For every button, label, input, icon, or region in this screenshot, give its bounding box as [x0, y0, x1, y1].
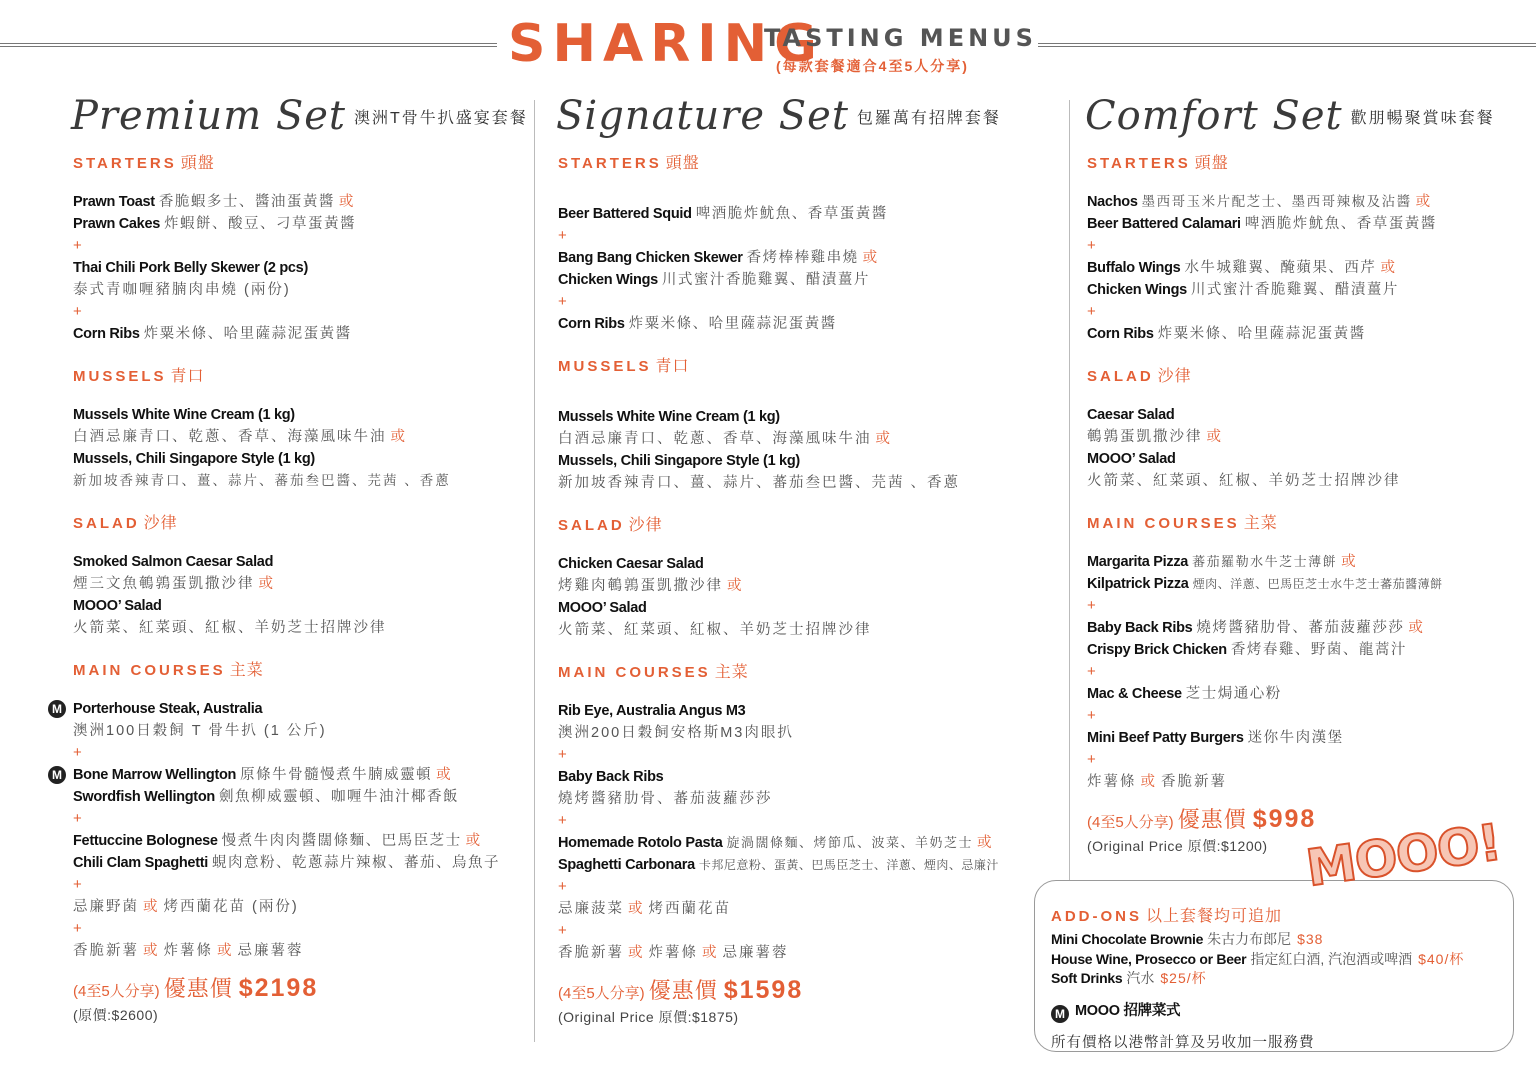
menu-item: M Bone Marrow Wellington 原條牛骨髓慢煮牛腩威靈頓 或: [73, 764, 523, 786]
original-price: (Original Price 原價:$1875): [558, 1009, 739, 1025]
set-title: [71, 88, 528, 144]
menu-item: Buffalo Wings 水牛城雞翼、醃蘋果、西芹 或: [1087, 260, 1395, 276]
plus-separator: +: [1087, 597, 1096, 614]
section-heading-salad: SALAD 沙律: [73, 515, 178, 532]
menu-item: Chicken Caesar Salad: [558, 556, 704, 572]
menu-item: M Porterhouse Steak, Australia: [73, 698, 523, 720]
menu-item-zh: 火箭菜、紅菜頭、紅椒、羊奶芝士招牌沙律: [1087, 473, 1401, 489]
section-heading-salad: SALAD 沙律: [558, 517, 663, 534]
menu-item: Chili Clam Spaghetti 蜆肉意粉、乾蔥蒜片辣椒、蕃茄、烏魚子: [73, 855, 500, 871]
plus-separator: +: [73, 920, 82, 937]
menu-item-zh: 香脆新薯 或 炸薯條 或 忌廉薯蓉: [73, 943, 304, 959]
set-title-script: Signature Set: [556, 93, 849, 139]
original-price: (Original Price 原價:$1200): [1087, 838, 1268, 854]
menu-item-zh: 忌廉野菌 或 烤西蘭花苗 (兩份): [73, 899, 299, 915]
header-rule-right: [1038, 43, 1536, 47]
set-title-script: Comfort Set: [1085, 93, 1343, 139]
menu-item-zh: 火箭菜、紅菜頭、紅椒、羊奶芝士招牌沙律: [73, 620, 387, 636]
mooo-logo: MOOO!: [1302, 813, 1505, 898]
plus-separator: +: [73, 237, 82, 254]
menu-item: Crispy Brick Chicken 香烤春雞、野菌、龍蒿汁: [1087, 642, 1407, 658]
section-heading-main-courses: MAIN COURSES 主菜: [558, 664, 749, 681]
menu-item: MOOO’ Salad: [1087, 451, 1176, 467]
menu-item: Beer Battered Calamari 啤酒脆炸魷魚、香草蛋黃醬: [1087, 216, 1437, 232]
menu-item: Bang Bang Chicken Skewer 香烤棒棒雞串燒 或: [558, 250, 878, 266]
add-on-item: Mini Chocolate Brownie 朱古力布郎尼 $38: [1051, 931, 1324, 947]
menu-item-zh: 澳洲100日穀飼 T 骨牛扒 (1 公斤): [73, 723, 327, 739]
plus-separator: +: [73, 810, 82, 827]
set-price: (4至5人分享) 優惠價 $998: [1087, 805, 1317, 833]
set-price: (4至5人分享) 優惠價 $2198: [73, 974, 319, 1002]
menu-item: Corn Ribs 炸粟米條、哈里薩蒜泥蛋黃醬: [558, 316, 837, 332]
menu-item: Corn Ribs 炸粟米條、哈里薩蒜泥蛋黃醬: [1087, 326, 1366, 342]
header-rule-left: [0, 43, 497, 47]
menu-item-zh: 燒烤醬豬肋骨、蕃茄菠蘿莎莎: [558, 791, 773, 807]
section-heading-starters: STARTERS 頭盤: [73, 155, 215, 172]
set-title-zh: 包羅萬有招牌套餐: [856, 110, 1001, 127]
column-divider: [534, 100, 535, 1042]
plus-separator: +: [1087, 707, 1096, 724]
service-charge-note: 所有價格以港幣計算及另收加一服務費: [1051, 1034, 1315, 1051]
menu-item-zh: 烤雞肉鵪鶉蛋凱撒沙律 或: [558, 578, 742, 594]
menu-item: Swordfish Wellington 劍魚柳威靈頓、咖喱牛油汁椰香飯: [73, 789, 459, 805]
set-price: (4至5人分享) 優惠價 $1598: [558, 976, 804, 1004]
menu-item-zh: 泰式青咖喱豬腩肉串燒 (兩份): [73, 282, 291, 298]
plus-separator: +: [558, 812, 567, 829]
mooo-signature-icon: M: [48, 766, 66, 784]
plus-separator: +: [1087, 751, 1096, 768]
menu-item: Chicken Wings 川式蜜汁香脆雞翼、醋漬薑片: [558, 272, 870, 288]
menu-item: Homemade Rotolo Pasta 旋渦闊條麵、烤節瓜、波菜、羊奶芝士 或: [558, 835, 992, 851]
plus-separator: +: [558, 922, 567, 939]
signature-set-column: [558, 88, 1063, 1027]
menu-item-zh: 炸薯條 或 香脆新薯: [1087, 774, 1227, 790]
plus-separator: +: [1087, 663, 1096, 680]
menu-item-zh: 香脆新薯 或 炸薯條 或 忌廉薯蓉: [558, 945, 789, 961]
menu-item: Mussels, Chili Singapore Style (1 kg): [73, 451, 315, 467]
menu-item-zh: 澳洲200日穀飼安格斯M3肉眼扒: [558, 725, 794, 741]
plus-separator: +: [558, 878, 567, 895]
menu-item: Mussels White Wine Cream (1 kg): [558, 409, 780, 425]
menu-item: Mussels, Chili Singapore Style (1 kg): [558, 453, 800, 469]
column-divider: [1069, 100, 1070, 880]
menu-item-zh: 忌廉菠菜 或 烤西蘭花苗: [558, 901, 731, 917]
premium-set-column: [52, 88, 528, 1025]
menu-item: Mini Beef Patty Burgers 迷你牛肉漢堡: [1087, 730, 1344, 746]
section-heading-mussels: MUSSELS 青口: [558, 358, 690, 375]
menu-item: Baby Back Ribs: [558, 769, 664, 785]
mooo-signature-icon: M: [48, 700, 66, 718]
plus-separator: +: [1087, 303, 1096, 320]
menu-item: Caesar Salad: [1087, 407, 1175, 423]
menu-item: Chicken Wings 川式蜜汁香脆雞翼、醋漬薑片: [1087, 282, 1399, 298]
set-title-zh: 歡朋暢聚賞味套餐: [1350, 110, 1495, 127]
plus-separator: +: [73, 744, 82, 761]
set-title-script: Premium Set: [71, 93, 346, 139]
menu-item: MOOO’ Salad: [73, 598, 162, 614]
serving-note: (每款套餐適合4至5人分享): [776, 58, 969, 74]
plus-separator: +: [558, 227, 567, 244]
menu-item-zh: 新加坡香辣青口、薑、蒜片、蕃茄叁巴醬、芫茜 、香蔥: [558, 475, 961, 491]
plus-separator: +: [73, 303, 82, 320]
add-on-item: House Wine, Prosecco or Beer 指定紅白酒, 汽泡酒或啤酒 $40/杯: [1051, 950, 1465, 967]
add-ons-box: [1034, 880, 1514, 1052]
menu-item: Prawn Toast 香脆蝦多士、醬油蛋黃醬 或: [73, 194, 354, 210]
menu-item-zh: 白酒忌廉青口、乾蔥、香草、海藻風味牛油 或: [73, 429, 405, 445]
menu-item: Smoked Salmon Caesar Salad: [73, 554, 274, 570]
menu-item: Beer Battered Squid 啤酒脆炸魷魚、香草蛋黃醬: [558, 206, 888, 222]
page-title: SHARING: [508, 14, 824, 74]
signature-dish-legend: M MOOO 招牌菜式: [1051, 999, 1497, 1023]
menu-item: Kilpatrick Pizza 煙肉、洋蔥、巴馬臣芝士水牛芝士蕃茄醬薄餅: [1087, 576, 1443, 592]
plus-separator: +: [1087, 237, 1096, 254]
section-heading-main-courses: MAIN COURSES 主菜: [73, 662, 264, 679]
menu-item: Rib Eye, Australia Angus M3: [558, 703, 746, 719]
menu-item: Fettuccine Bolognese 慢煮牛肉肉醬闊條麵、巴馬臣芝士 或: [73, 833, 481, 849]
set-title: [558, 88, 1063, 144]
set-title: [1087, 88, 1527, 144]
plus-separator: +: [73, 876, 82, 893]
page-subtitle: TASTING MENUS: [764, 24, 1037, 52]
menu-item-zh: 火箭菜、紅菜頭、紅椒、羊奶芝士招牌沙律: [558, 622, 872, 638]
menu-item-zh: 鵪鶉蛋凱撒沙律 或: [1087, 429, 1221, 445]
menu-item: Thai Chili Pork Belly Skewer (2 pcs): [73, 260, 308, 276]
menu-item: MOOO’ Salad: [558, 600, 647, 616]
menu-item: Nachos 墨西哥玉米片配芝士、墨西哥辣椒及沾醬 或: [1087, 194, 1431, 210]
menu-item: Baby Back Ribs 燒烤醬豬肋骨、蕃茄菠蘿莎莎 或: [1087, 620, 1423, 636]
menu-item: Corn Ribs 炸粟米條、哈里薩蒜泥蛋黃醬: [73, 326, 352, 342]
section-heading-add-ons: ADD-ONS 以上套餐均可追加: [1051, 908, 1283, 925]
menu-item: Mac & Cheese 芝士焗通心粉: [1087, 686, 1282, 702]
add-on-item: Soft Drinks 汽水 $25/杯: [1051, 970, 1207, 986]
menu-item-zh: 白酒忌廉青口、乾蔥、香草、海藻風味牛油 或: [558, 431, 890, 447]
comfort-set-column: [1087, 88, 1527, 856]
mooo-signature-icon: M: [1051, 1005, 1069, 1023]
section-heading-starters: STARTERS 頭盤: [1087, 155, 1229, 172]
menu-item: Prawn Cakes 炸蝦餅、酸豆、刁草蛋黃醬: [73, 216, 356, 232]
set-title-zh: 澳洲T骨牛扒盛宴套餐: [353, 110, 528, 127]
section-heading-starters: STARTERS 頭盤: [558, 155, 700, 172]
menu-item: Mussels White Wine Cream (1 kg): [73, 407, 295, 423]
menu-item-zh: 煙三文魚鵪鶉蛋凱撒沙律 或: [73, 576, 273, 592]
section-heading-mussels: MUSSELS 青口: [73, 368, 205, 385]
plus-separator: +: [558, 293, 567, 310]
menu-item-zh: 新加坡香辣青口、薑、蒜片、蕃茄叁巴醬、芫茜 、香蔥: [73, 473, 451, 488]
plus-separator: +: [558, 746, 567, 763]
section-heading-main-courses: MAIN COURSES 主菜: [1087, 515, 1278, 532]
section-heading-salad: SALAD 沙律: [1087, 368, 1192, 385]
menu-item: Margarita Pizza 蕃茄羅勒水牛芝士薄餅 或: [1087, 554, 1356, 570]
menu-item: Spaghetti Carbonara 卡邦尼意粉、蛋黃、巴馬臣芝士、洋蔥、煙肉、忌廉汁: [558, 857, 999, 873]
original-price: (原價:$2600): [73, 1007, 159, 1023]
